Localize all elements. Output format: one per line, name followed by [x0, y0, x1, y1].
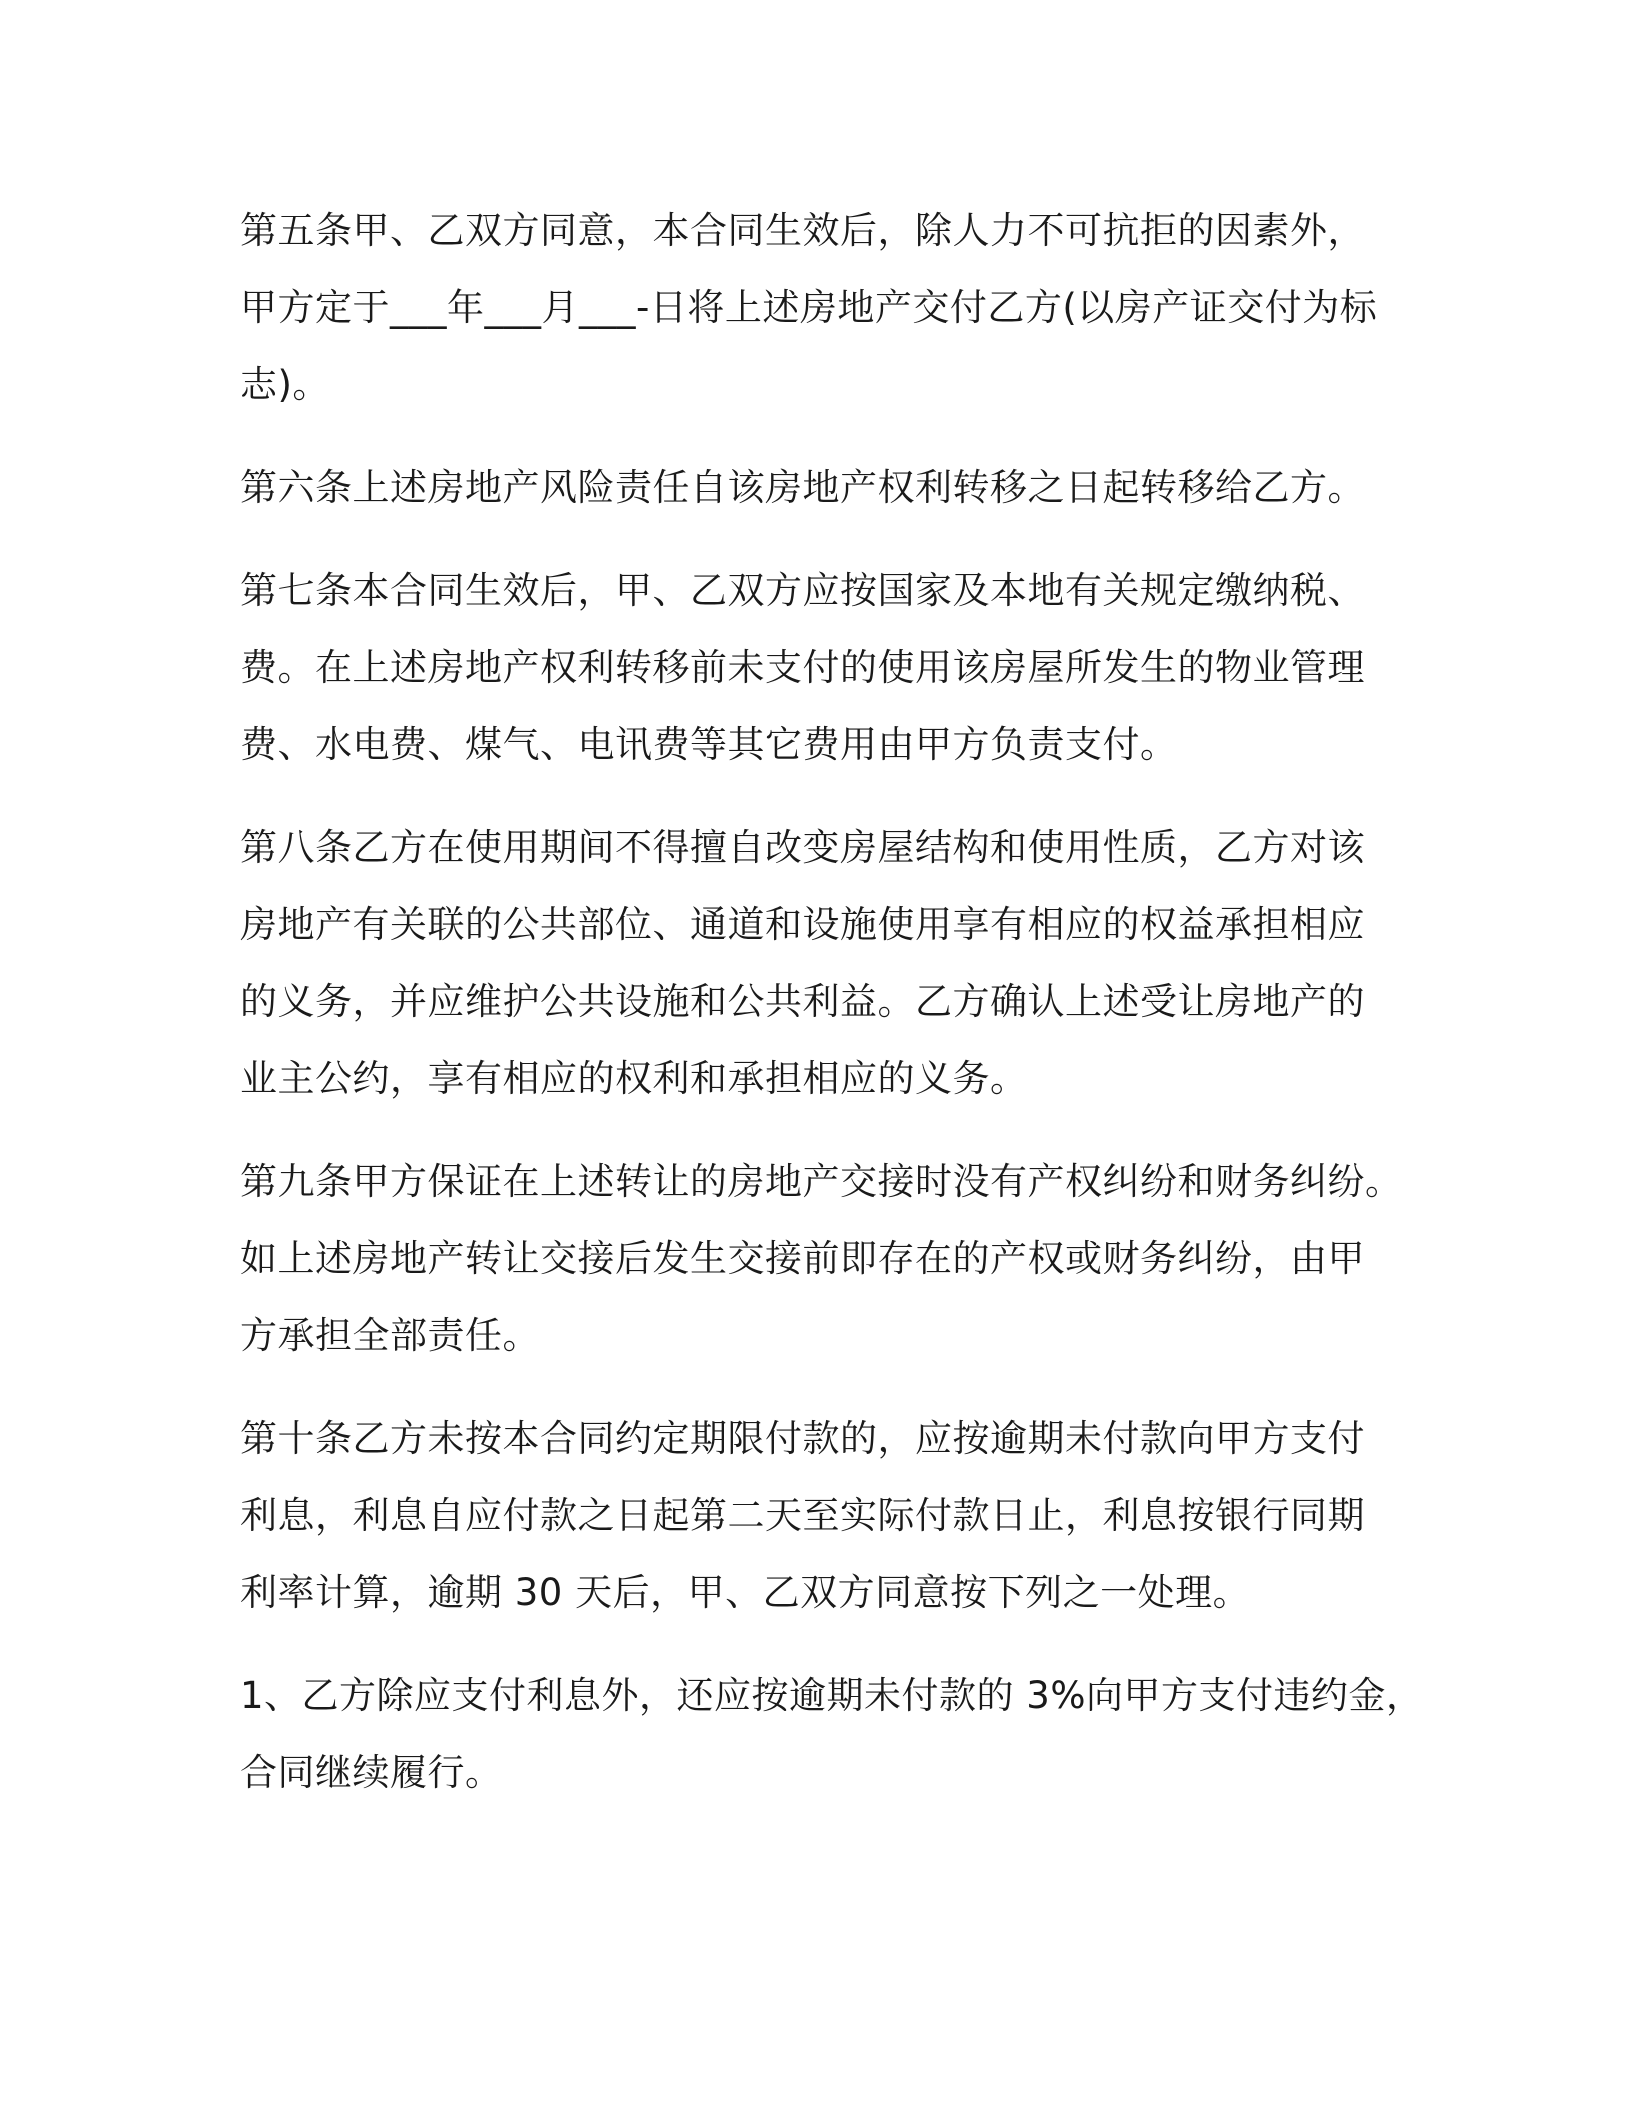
clause-9-line-2: 如上述房地产转让交接后发生交接前即存在的产权或财务纠纷，由甲	[240, 1237, 1365, 1280]
clause-9-line-3: 方承担全部责任。	[240, 1314, 540, 1357]
clause-10-line-2: 利息，利息自应付款之日起第二天至实际付款日止，利息按银行同期	[240, 1494, 1365, 1537]
paragraph-gap	[240, 423, 1430, 449]
clause-8-line-1: 第八条乙方在使用期间不得擅自改变房屋结构和使用性质，乙方对该	[240, 826, 1365, 869]
document-body	[240, 192, 1430, 1811]
clause-9	[240, 1143, 1430, 1374]
paragraph-gap	[240, 783, 1430, 809]
clause-8-line-2: 房地产有关联的公共部位、通道和设施使用享有相应的权益承担相应	[240, 903, 1365, 946]
clause-10-line-1: 第十条乙方未按本合同约定期限付款的，应按逾期未付款向甲方支付	[240, 1417, 1365, 1460]
clause-10-line-3: 利率计算，逾期 30 天后，甲、乙双方同意按下列之一处理。	[240, 1571, 1251, 1614]
paragraph-gap	[240, 1117, 1430, 1143]
paragraph-gap	[240, 1374, 1430, 1400]
clause-10	[240, 1400, 1430, 1631]
clause-7-line-3: 费、水电费、煤气、电讯费等其它费用由甲方负责支付。	[240, 723, 1178, 766]
clause-7	[240, 552, 1430, 783]
paragraph-gap	[240, 1631, 1430, 1657]
clause-5	[240, 192, 1430, 423]
clause-5-line-2: 甲方定于___年___月___-日将上述房地产交付乙方(以房产证交付为标	[240, 286, 1378, 329]
item-1-line-1: 1、乙方除应支付利息外，还应按逾期未付款的 3%向甲方支付违约金，	[240, 1674, 1424, 1717]
item-1	[240, 1657, 1430, 1811]
clause-5-line-3: 志)。	[240, 363, 330, 406]
clause-6	[240, 449, 1430, 526]
clause-8-line-4: 业主公约，享有相应的权利和承担相应的义务。	[240, 1057, 1028, 1100]
clause-9-line-1: 第九条甲方保证在上述转让的房地产交接时没有产权纠纷和财务纠纷。	[240, 1160, 1403, 1203]
clause-7-line-1: 第七条本合同生效后，甲、乙双方应按国家及本地有关规定缴纳税、	[240, 569, 1365, 612]
clause-7-line-2: 费。在上述房地产权利转移前未支付的使用该房屋所发生的物业管理	[240, 646, 1365, 689]
paragraph-gap	[240, 526, 1430, 552]
clause-5-line-1: 第五条甲、乙双方同意，本合同生效后，除人力不可抗拒的因素外，	[240, 209, 1365, 252]
clause-6-line-1: 第六条上述房地产风险责任自该房地产权利转移之日起转移给乙方。	[240, 466, 1365, 509]
clause-8-line-3: 的义务，并应维护公共设施和公共利益。乙方确认上述受让房地产的	[240, 980, 1365, 1023]
clause-8	[240, 809, 1430, 1117]
item-1-line-2: 合同继续履行。	[240, 1751, 503, 1794]
